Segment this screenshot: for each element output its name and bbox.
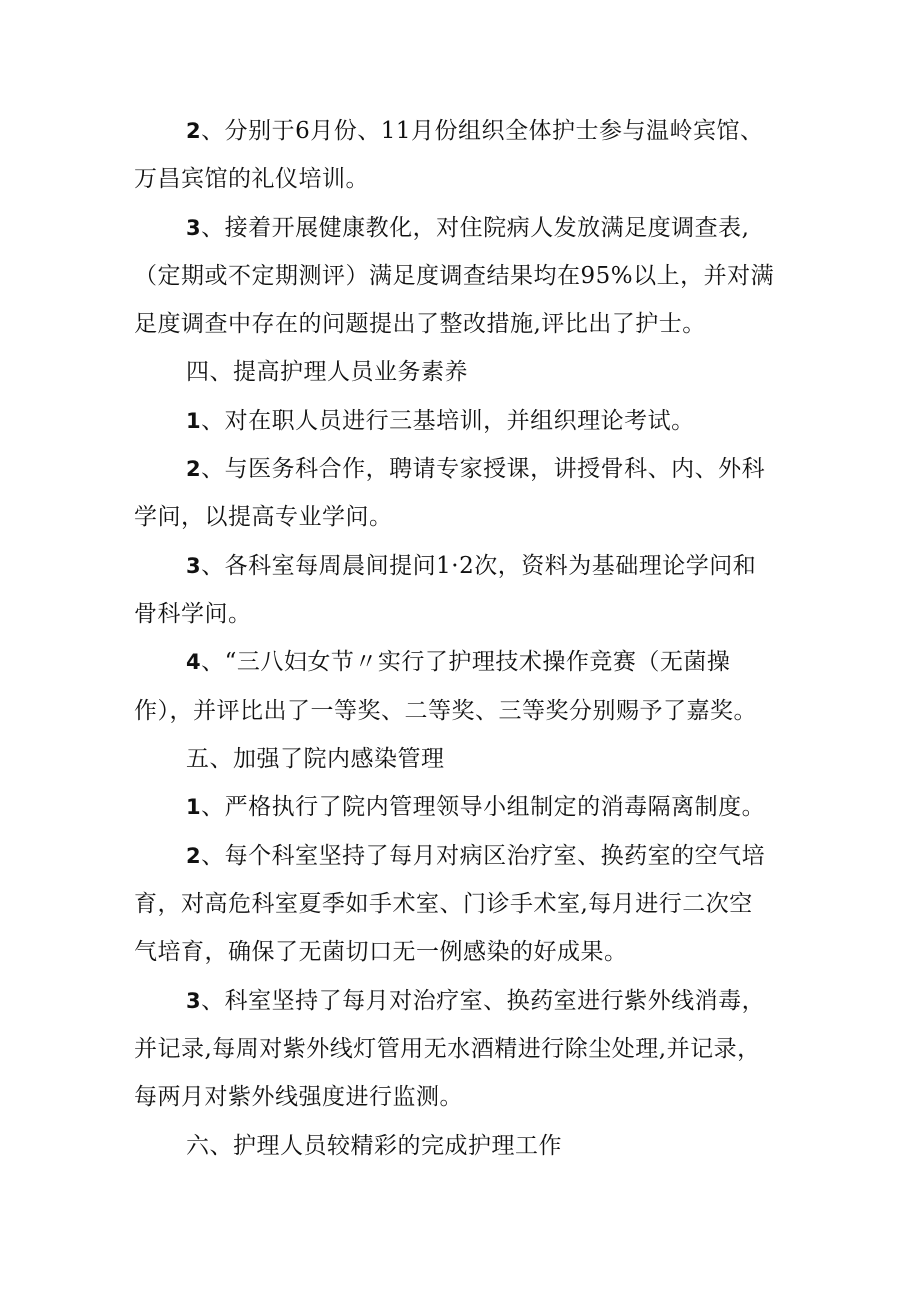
item-number: 3 [186,554,202,578]
line-text: 并记录,每周对紫外线灯管用无水酒精进行除尘处理,并记录， [134,1036,761,1062]
section-heading [186,1131,796,1161]
text-line [134,937,794,967]
text-line [186,647,796,677]
line-text: 、分别于6月份、11月份组织全体护士参与温岭宾馆、 [201,118,764,144]
line-text: （定期或不定期测评）满足度调查结果均在95%以上，并对满 [134,263,775,289]
item-number: 4 [186,650,202,674]
line-text: 、对在职人员进行三基培训，并组织理论考试。 [201,408,695,434]
text-line [186,406,796,436]
text-line [134,164,794,194]
text-line [134,599,794,629]
line-text: 每两月对紫外线强度进行监测。 [134,1084,463,1110]
text-line [134,696,794,726]
line-text: 、各科室每周晨间提问1·2次，资料为基础理论学问和 [201,553,757,579]
line-text: 万昌宾馆的礼仪培训。 [134,166,369,192]
item-number: 1 [186,795,202,819]
line-text: 学问，以提高专业学问。 [134,504,393,530]
line-text: 五、加强了院内感染管理 [186,746,445,772]
text-line [134,1082,794,1112]
line-text: 足度调查中存在的问题提出了整改措施,评比出了护士。 [134,311,706,337]
text-line [186,454,796,484]
item-number: 3 [186,989,202,1013]
line-text: 四、提高护理人员业务素养 [186,359,468,385]
text-line [134,1034,794,1064]
line-text: 六、护理人员较精彩的完成护理工作 [186,1133,562,1159]
text-line [134,502,794,532]
line-text: 、严格执行了院内管理领导小组制定的消毒隔离制度。 [201,794,766,820]
item-number: 2 [186,844,202,868]
line-text: 作），并评比出了一等奖、二等奖、三等奖分别赐予了嘉奖。 [134,698,757,724]
text-line [134,309,794,339]
text-line [186,986,796,1016]
line-text: 、接着开展健康教化，对住院病人发放满足度调查表, [201,215,750,241]
line-text: 、每个科室坚持了每月对病区治疗室、换药室的空气培 [201,843,766,869]
line-text: 、与医务科合作，聘请专家授课，讲授骨科、内、外科 [201,456,766,482]
line-text: 气培育，确保了无菌切口无一例感染的好成果。 [134,939,628,965]
section-heading [186,744,796,774]
text-line [186,116,796,146]
text-line [134,889,794,919]
line-text: 骨科学问。 [134,601,252,627]
text-line [186,551,796,581]
item-number: 2 [186,457,202,481]
item-number: 2 [186,119,202,143]
line-text: 、“三八妇女节〃实行了护理技术操作竞赛（无菌操 [201,649,731,675]
text-line [134,261,794,291]
text-line [186,841,796,871]
line-text: 、科室坚持了每月对治疗室、换药室进行紫外线消毒， [201,988,766,1014]
section-heading [186,357,796,387]
item-number: 3 [186,216,202,240]
text-line [186,792,796,822]
item-number: 1 [186,409,202,433]
text-line [186,213,796,243]
line-text: 育，对高危科室夏季如手术室、门诊手术室,每月进行二次空 [134,891,753,917]
